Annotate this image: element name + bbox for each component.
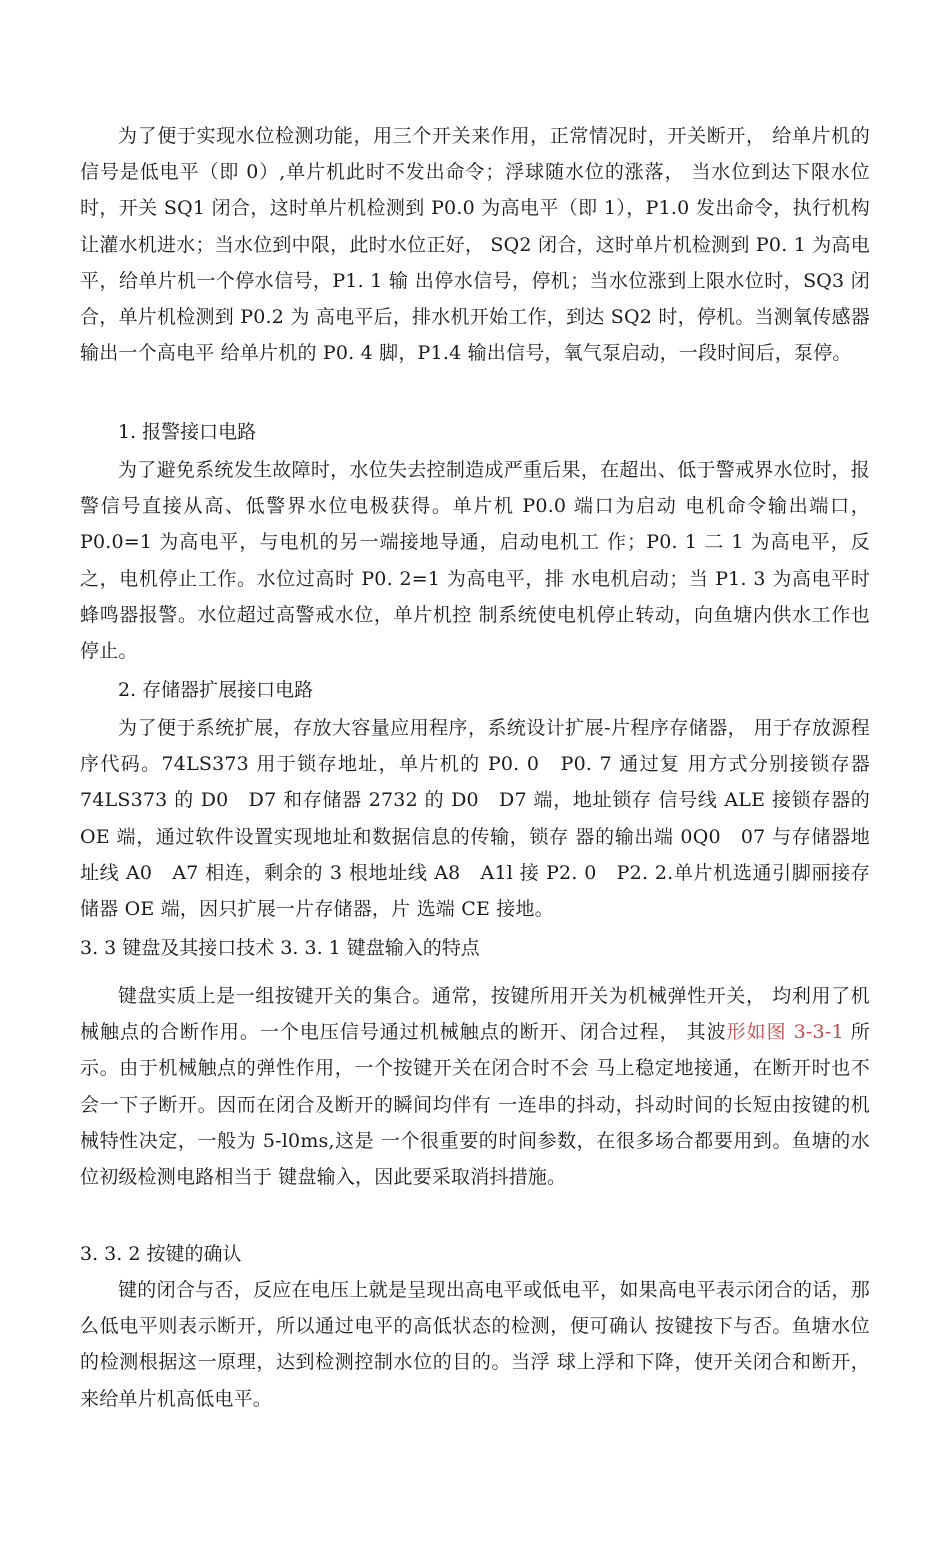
heading-alarm-interface: 1. 报警接口电路 <box>118 421 257 443</box>
heading-memory-expansion: 2. 存储器扩展接口电路 <box>118 679 314 701</box>
paragraph-memory-expansion: 为了便于系统扩展，存放大容量应用程序，系统设计扩展-片程序存储器， 用于存放源程序代码。74LS373 用于锁存地址，单片机的 P0. 0 P0. 7 通过复 用方式分别接锁存器 74LS373 的 D0 D7 和存储器 2732 的 D0 D7 端，地址锁存 信号线 ALE 接锁存器的 OE 端，通过软件设置实现地址和数据信息的传输，锁存 器的输出端 0Q0 07 与存储器地址线 A0 A7 相连，剩余的 3 根地址线 A8 A1l 接 P2. 0 P2. 2.单片机选通引脚丽接存储器 OE 端，因只扩展一片存储器，片 选端 CE 接地。 <box>80 717 870 921</box>
paragraph-keyboard-input <box>80 978 870 1195</box>
heading-keyboard-section: 3. 3 键盘及其接口技术 3. 3. 1 键盘输入的特点 <box>80 937 480 959</box>
paragraph-water-level-detection: 为了便于实现水位检测功能，用三个开关来作用，正常情况时，开关断开， 给单片机的信号是低电平（即 0）,单片机此时不发出命令；浮球随水位的涨落， 当水位到达下限水位时，开关 SQ1 闭合，这时单片机检测到 P0.0 为高电平（即 1），P1.0 发出命令，执行机构让灌水机进水；当水位到中限，此时水位正好， SQ2 闭合，这时单片机检测到 P0. 1 为高电平，给单片机一个停水信号，P1. 1 输 出停水信号，停机；当水位涨到上限水位时，SQ3 闭合，单片机检测到 P0.2 为 高电平后，排水机开始工作，到达 SQ2 时，停机。当测氧传感器输出一个高电平 给单片机的 P0. 4 脚，P1.4 输出信号，氧气泵启动，一段时间后，泵停。 <box>80 125 870 365</box>
heading-key-confirmation: 3. 3. 2 按键的确认 <box>80 1243 242 1265</box>
paragraph-key-confirmation: 键的闭合与否，反应在电压上就是呈现出高电平或低电平，如果高电平表示闭合的话，那么低电平则表示断开，所以通过电平的高低状态的检测，便可确认 按键按下与否。鱼塘水位的检测根据这一原理，达到检测控制水位的目的。当浮 球上浮和下降，使开关闭合和断开，来给单片机高低电平。 <box>80 1279 870 1410</box>
paragraph-alarm-interface: 为了避免系统发生故障时，水位失去控制造成严重后果，在超出、低于警戒界水位时，报警信号直接从高、低警界水位电极获得。单片机 P0.0 端口为启动 电机命令输出端口，P0.0=1 为高电平，与电机的另一端接地导通，启动电机工 作；P0. 1 二 1 为高电平，反之，电机停止工作。水位过高时 P0. 2=1 为高电平，排 水电机启动；当 P1. 3 为高电平时蜂鸣器报警。水位超过高警戒水位，单片机控 制系统使电机停止转动，向鱼塘内供水工作也停止。 <box>80 459 870 663</box>
paragraph-keyboard-text-end: 所示。由于机械触点的弹性作用，一个按键开关在闭合时不会 马上稳定地接通，在断开时也不会一下子断开。因而在闭合及断开的瞬间均伴有 一连串的抖动，抖动时间的长短由按键的机械特性决定，一般为 5-l0ms,这是 一个很重要的时间参数，在很多场合都要用到。鱼塘的水位初级检测电路相当于 键盘输入，因此要采取消抖措施。 <box>80 1021 870 1189</box>
figure-reference-link[interactable]: 形如图 3-3-1 <box>726 1021 844 1044</box>
paragraph-keyboard-text-start: 键盘实质上是一组按键开关的集合。通常，按键所用开关为机械弹性开关， 均利用了机械触点的合断作用。一个电压信号通过机械触点的断开、闭合过程， 其波 <box>80 985 870 1044</box>
